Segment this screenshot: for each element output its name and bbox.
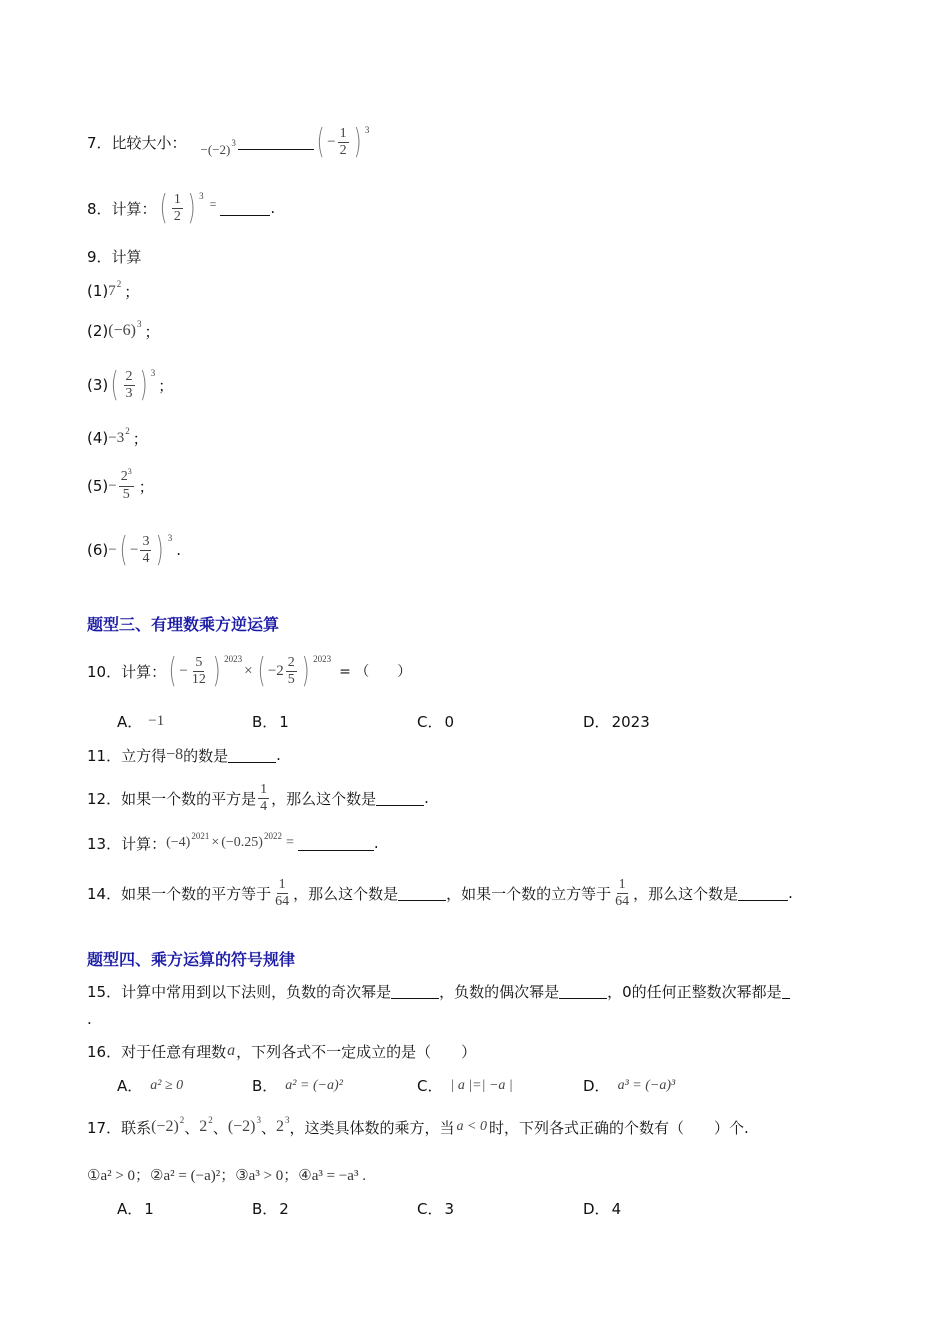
q17-option-d[interactable]: D． 4 bbox=[583, 1199, 622, 1218]
q9-item-3: (3) ( $\frac{2}{3}$ ) 3 ； bbox=[87, 365, 174, 405]
q14-answer-blank-2[interactable] bbox=[738, 886, 788, 901]
question-17: 17．联系 (−2) 2 、 2 2 、 (−2) 3 、 2 3 ，这类具体数的乘方，当 a < 0 时，下列各式正确的个数有（ ）个. bbox=[87, 1115, 749, 1137]
question-10: 10．计算： ( − $\frac{5}{12}$ ) 2023 × ( −2 $\frac{2}{5}$ ) 2023 = （ ） bbox=[87, 651, 412, 691]
question-11: 11．立方得 −8 的数是 . bbox=[87, 746, 281, 765]
q7-label: 7．比较大小： bbox=[87, 133, 187, 152]
q9-label: 9．计算 bbox=[87, 248, 142, 266]
q12-answer-blank[interactable] bbox=[376, 791, 424, 806]
question-9 bbox=[87, 246, 142, 267]
q10-option-c[interactable]: C． 0 bbox=[417, 712, 455, 731]
q15-end: . bbox=[87, 1010, 92, 1028]
q9-item-6: (6) − ( − $\frac{3}{4}$ ) 3 . bbox=[87, 530, 181, 570]
q10-option-a[interactable]: A． −1 bbox=[117, 713, 165, 731]
q8-label: 8．计算： bbox=[87, 199, 157, 218]
q16-option-a[interactable]: A． a² ≥ 0 bbox=[117, 1077, 184, 1095]
question-15: 15．计算中常用到以下法则，负数的奇次幂是 ，负数的偶次幂是 ，0的任何正整数次幂都是 bbox=[87, 980, 790, 1002]
q15-answer-blank-3[interactable] bbox=[782, 984, 790, 999]
q8-expr: ( $\frac{1}{2}$ ) 3 = bbox=[159, 188, 217, 228]
q9-item-2: (2) (−6) 3 ； bbox=[87, 319, 160, 341]
question-13: 13．计算： (−4) 2021 × (−0.25) 2022 = . bbox=[87, 831, 379, 853]
section-heading-4: 题型四、乘方运算的符号规律 bbox=[87, 950, 296, 969]
question-12: 12．如果一个数的平方是 $\frac{1}{4}$ ，那么这个数是 . bbox=[87, 781, 429, 814]
q7-right-expr: ( − $\frac{1}{2}$ ) 3 bbox=[316, 122, 370, 162]
q10-option-b[interactable]: B． 1 bbox=[252, 712, 289, 731]
q16-option-d[interactable]: D． a³ = (−a)³ bbox=[583, 1077, 676, 1095]
q11-answer-blank[interactable] bbox=[228, 748, 276, 763]
q10-option-d[interactable]: D． 2023 bbox=[583, 712, 650, 731]
q10-label: 10．计算： bbox=[87, 662, 167, 681]
q17-option-c[interactable]: C． 3 bbox=[417, 1199, 455, 1218]
q10-expr: ( − $\frac{5}{12}$ ) 2023 × ( −2 $\frac{2}{5}$ ) 2023 bbox=[168, 651, 332, 691]
question-14: 14．如果一个数的平方等于 $\frac{1}{64}$ ，那么这个数是 ，如果一个数的立方等于 $\frac{1}{64}$ ，那么这个数是 . bbox=[87, 876, 793, 909]
q9-item-4: (4) −3 2 ； bbox=[87, 426, 148, 448]
q17-statements: ①a² > 0；②a² = (−a)²；③a³ > 0；④a³ = −a³ . bbox=[87, 1167, 366, 1184]
q16-option-c[interactable]: C． | a |=| −a | bbox=[417, 1077, 513, 1095]
q15-answer-blank-2[interactable] bbox=[559, 984, 607, 999]
q14-answer-blank-1[interactable] bbox=[398, 886, 446, 901]
section-heading-3: 题型三、有理数乘方逆运算 bbox=[87, 615, 280, 634]
question-8: 8．计算： ( $\frac{1}{2}$ ) 3 = . bbox=[87, 188, 276, 228]
question-7: 7．比较大小： −(−2) 3 ( − $\frac{1}{2}$ ) 3 bbox=[87, 122, 370, 162]
q9-item-1: (1) 7 2 ； bbox=[87, 279, 140, 301]
question-16: 16．对于任意有理数 a ，下列各式不一定成立的是（ ） bbox=[87, 1042, 477, 1061]
q9-item-5: (5) − $\frac{2^3}{5}$ ； bbox=[87, 467, 154, 502]
q13-answer-blank[interactable] bbox=[298, 836, 374, 851]
q7-left-expr: −(−2) bbox=[200, 142, 231, 157]
q8-answer-blank[interactable] bbox=[220, 201, 270, 216]
q16-option-b[interactable]: B． a² = (−a)² bbox=[252, 1077, 343, 1095]
q15-answer-blank-1[interactable] bbox=[391, 984, 439, 999]
q7-answer-blank[interactable] bbox=[238, 135, 314, 150]
q17-option-a[interactable]: A． 1 bbox=[117, 1199, 154, 1218]
q17-option-b[interactable]: B． 2 bbox=[252, 1199, 289, 1218]
